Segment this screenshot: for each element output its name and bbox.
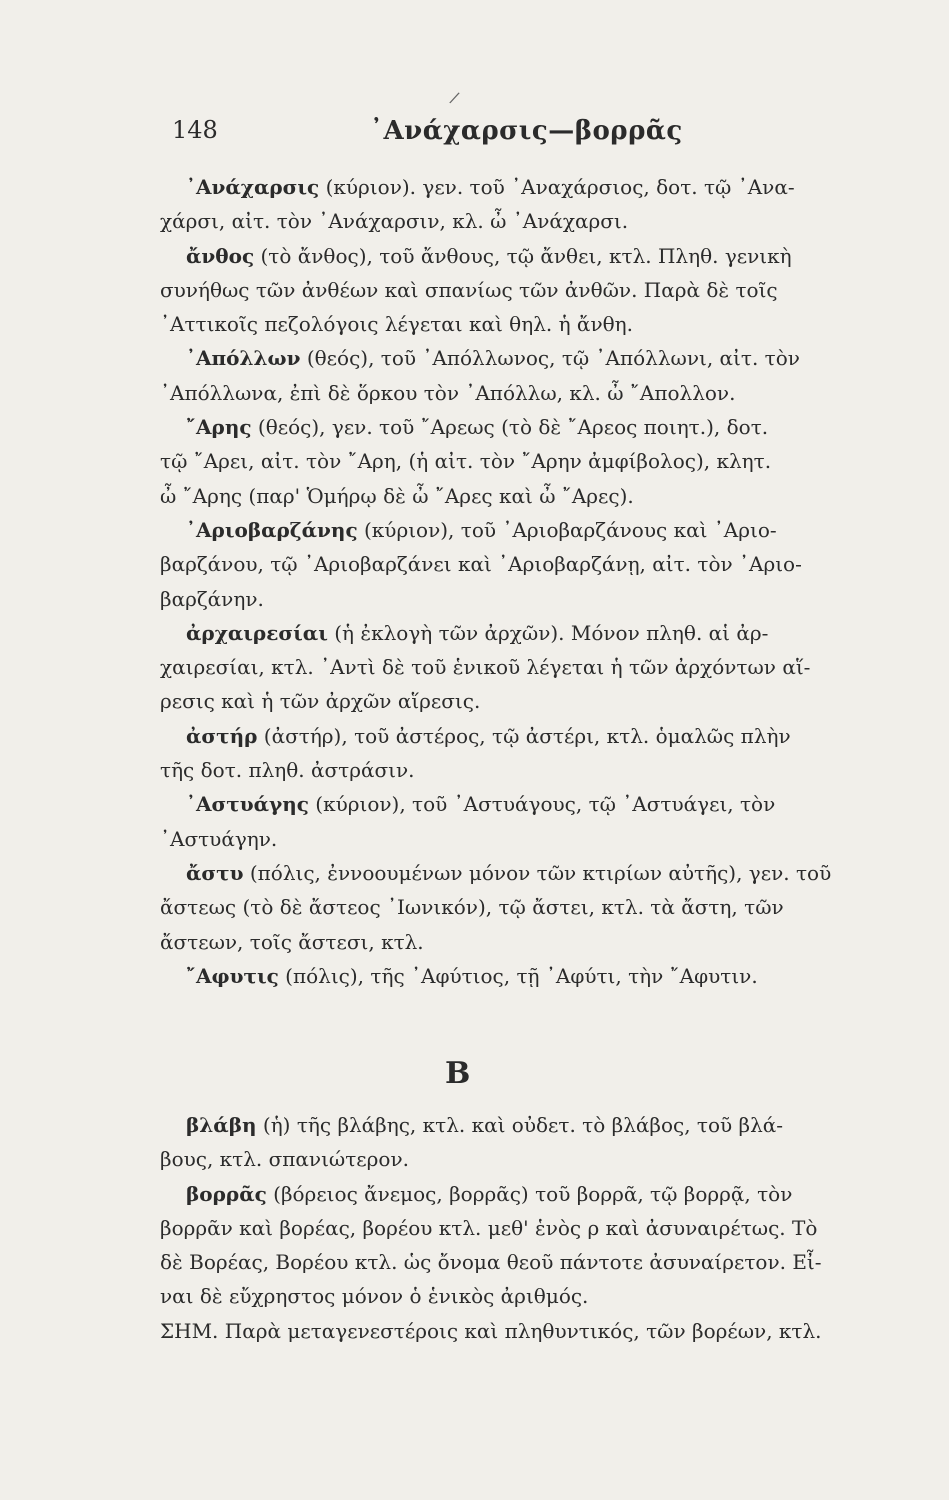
entry-text: τῷ ῎Αρει, αἰτ. τὸν ῎Αρη, (ἡ αἰτ. τὸν ῎Αρην ἀμφίβολος), κλητ.: [160, 449, 772, 474]
entry-text: χάρσι, αἰτ. τὸν ᾿Ανάχαρσιν, κλ. ὦ ᾿Ανάχαρσι.: [160, 209, 629, 234]
entry-text: βαρζάνην.: [160, 586, 264, 611]
entry-head: ᾿Ανάχαρσις: [186, 175, 320, 199]
entry-text: (πόλις), τῆς ᾿Αφύτιος, τῇ ᾿Αφύτι, τὴν ῎Αφυτιν.: [278, 963, 758, 988]
entry-text: δὲ Βορέας, Βορέου κτλ. ὡς ὄνομα θεοῦ πάντοτε ἀσυναίρετον. Εἶ-: [160, 1250, 822, 1275]
entry-text: ἄστεως (τὸ δὲ ἄστεος ᾿Ιωνικόν), τῷ ἄστει, κτλ. τὰ ἄστη, τῶν: [160, 895, 784, 920]
section-letter: Β: [445, 1056, 471, 1091]
entry-text: (κύριον), τοῦ ᾿Αριοβαρζάνους καὶ ᾿Αριο-: [357, 517, 777, 542]
entry-line: [160, 753, 880, 787]
entry-line: [160, 444, 880, 478]
entry-text: (ἡ ἐκλογὴ τῶν ἀρχῶν). Μόνον πληθ. αἱ ἀρ-: [327, 620, 769, 645]
entry-head: ἄνθος: [186, 243, 255, 268]
entry-text: ᾿Αστυάγην.: [160, 826, 278, 851]
entry-line: [160, 822, 880, 856]
entry-line: [160, 684, 880, 718]
entry-line: [160, 341, 880, 375]
entry-head: ῎Αφυτις: [186, 963, 279, 988]
entry-text: ρεσις καὶ ἡ τῶν ἀρχῶν αἵρεσις.: [160, 689, 481, 714]
entry-text: (ἡ) τῆς βλάβης, κτλ. καὶ οὐδετ. τὸ βλάβος, τοῦ βλά-: [256, 1113, 784, 1137]
entry-head: ἀστήρ: [186, 723, 258, 748]
entry-line: [160, 890, 880, 924]
entry-line: [160, 273, 880, 307]
entry-head: ᾿Αστυάγης: [186, 792, 309, 817]
entry-text: (βόρειος ἄνεμος, βορρᾶς) τοῦ βορρᾶ, τῷ βορρᾷ, τὸν: [266, 1181, 793, 1206]
entry-text: (κύριον), τοῦ ᾿Αστυάγους, τῷ ᾿Αστυάγει, τὸν: [308, 792, 776, 817]
entry-line: [160, 1142, 880, 1176]
entry-text: ναι δὲ εὔχρηστος μόνον ὁ ἑνικὸς ἀριθμός.: [160, 1284, 589, 1309]
note-line: [160, 1314, 880, 1348]
entry-line: [160, 239, 880, 273]
entry-line: [160, 376, 880, 410]
entry-text: συνήθως τῶν ἀνθέων καὶ σπανίως τῶν ἀνθῶν. Παρὰ δὲ τοῖς: [160, 277, 778, 302]
page-number: 148: [172, 116, 218, 144]
note-text: Παρὰ μεταγενεστέροις καὶ πληθυντικός, τῶν βορέων, κτλ.: [218, 1318, 822, 1343]
entry-head: ᾿Αριοβαρζάνης: [186, 517, 358, 542]
stray-mark: /: [448, 87, 462, 108]
entry-head: βλάβη: [186, 1113, 257, 1137]
entry-line: [160, 204, 880, 238]
entry-line: [160, 547, 880, 581]
entry-text: βους, κτλ. σπανιώτερον.: [160, 1147, 409, 1172]
entry-head: βορρᾶς: [186, 1181, 267, 1206]
entry-line: [160, 1211, 880, 1245]
entry-line: [160, 513, 880, 547]
entry-line: [160, 787, 880, 821]
entry-text: ἄστεων, τοῖς ἄστεσι, κτλ.: [160, 929, 424, 954]
note-label: ΣΗΜ.: [160, 1318, 219, 1343]
entry-line: [160, 616, 880, 650]
entry-text: (θεός), τοῦ ᾿Απόλλωνος, τῷ ᾿Απόλλωνι, αἰτ. τὸν: [300, 346, 800, 371]
entry-line: [160, 479, 880, 513]
entry-line: [160, 1245, 880, 1279]
entry-text: βορρᾶν καὶ βορέας, βορέου κτλ. μεθ' ἑνὸς ρ καὶ ἀσυναιρέτως. Τὸ: [160, 1215, 818, 1240]
entry-line: [160, 170, 880, 204]
entry-head: ᾿Απόλλων: [186, 346, 301, 371]
entry-line: [160, 650, 880, 684]
entries-a: [160, 170, 880, 993]
entry-text: (πόλις, ἐννοουμένων μόνον τῶν κτιρίων αὐτῆς), γεν. τοῦ: [243, 860, 832, 885]
entry-text: (θεός), γεν. τοῦ ῎Αρεως (τὸ δὲ ῎Αρεος ποιητ.), δοτ.: [251, 415, 769, 440]
entry-line: [160, 307, 880, 341]
entry-line: [160, 410, 880, 444]
entry-line: [160, 1279, 880, 1313]
entry-text: βαρζάνου, τῷ ᾿Αριοβαρζάνει καὶ ᾿Αριοβαρζάνῃ, αἰτ. τὸν ᾿Αριο-: [160, 552, 802, 577]
entry-line: [160, 719, 880, 753]
entry-line: [160, 1108, 880, 1142]
page-header: [172, 116, 772, 156]
entry-text: (τὸ ἄνθος), τοῦ ἄνθους, τῷ ἄνθει, κτλ. Πληθ. γενικὴ: [254, 243, 792, 268]
entry-line: [160, 582, 880, 616]
entry-line: [160, 1177, 880, 1211]
entry-text: (κύριον). γεν. τοῦ ᾿Αναχάρσιος, δοτ. τῷ ᾿Ανα-: [319, 175, 795, 199]
entry-text: (ἀστήρ), τοῦ ἀστέρος, τῷ ἀστέρι, κτλ. ὁμαλῶς πλὴν: [257, 723, 791, 748]
entry-text: ὦ ῎Αρης (παρ' Ὁμήρῳ δὲ ὦ ῎Αρες καὶ ὦ ῎Αρες).: [160, 483, 634, 508]
entry-text: τῆς δοτ. πληθ. ἀστράσιν.: [160, 758, 415, 783]
entry-text: χαιρεσίαι, κτλ. ᾿Αντὶ δὲ τοῦ ἑνικοῦ λέγεται ἡ τῶν ἀρχόντων αἵ-: [160, 655, 811, 680]
entry-line: [160, 856, 880, 890]
running-title: ᾿Ανάχαρσις—βορρᾶς: [370, 116, 683, 146]
entry-head: ῎Αρης: [186, 415, 252, 440]
entries-b: [160, 1108, 880, 1348]
entry-text: ᾿Απόλλωνα, ἐπὶ δὲ ὅρκου τὸν ᾿Απόλλω, κλ. ὦ ῎Απολλον.: [160, 380, 736, 405]
entry-line: [160, 959, 880, 993]
entry-head: ἄστυ: [186, 860, 244, 885]
entry-line: [160, 925, 880, 959]
entry-head: ἀρχαιρεσίαι: [186, 620, 328, 645]
entry-text: ᾿Αττικοῖς πεζολόγοις λέγεται καὶ θηλ. ἡ ἄνθη.: [160, 312, 633, 337]
